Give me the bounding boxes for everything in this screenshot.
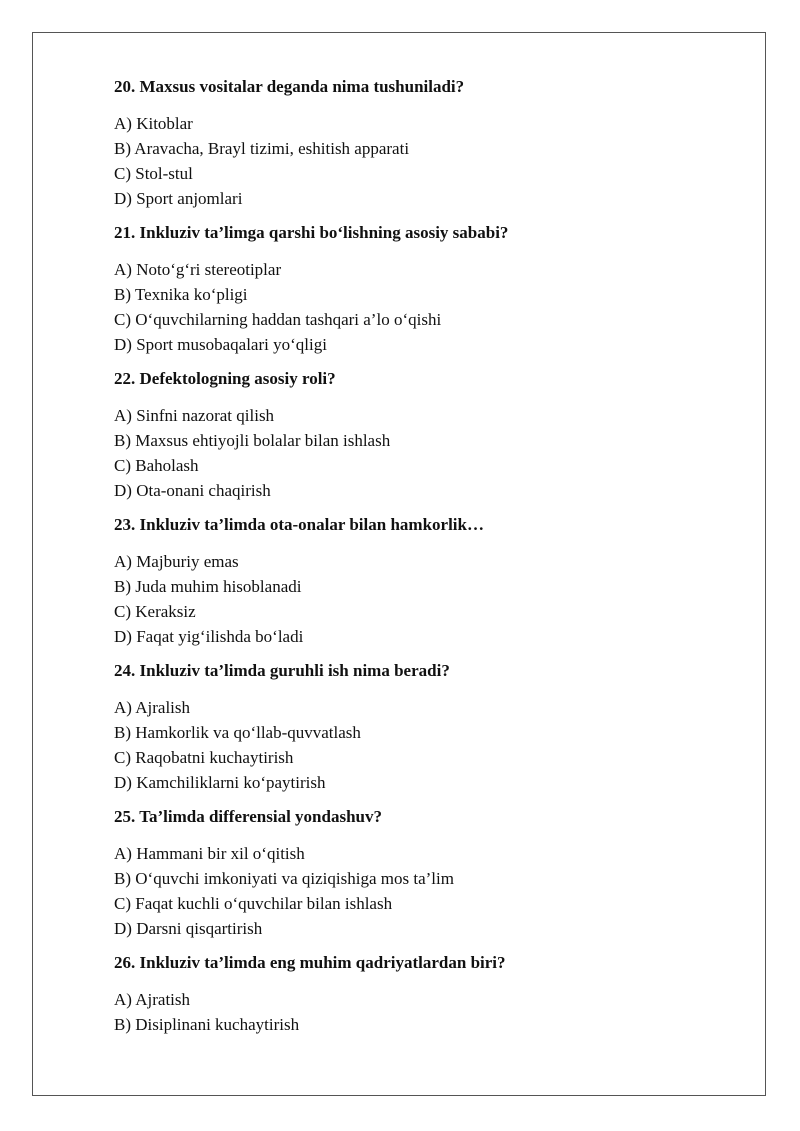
answer-option-d: D) Ota-onani chaqirish <box>114 481 271 500</box>
answer-option-a: A) Kitoblar <box>114 114 193 133</box>
answer-option-d: D) Darsni qisqartirish <box>114 919 263 938</box>
answer-option-d: D) Faqat yig‘ilishda bo‘ladi <box>114 627 304 646</box>
answer-option-d: D) Sport anjomlari <box>114 189 243 208</box>
answer-option-b: B) Texnika ko‘pligi <box>114 285 248 304</box>
question-20 <box>114 76 734 211</box>
question-26 <box>114 952 734 1037</box>
question-23 <box>114 514 734 649</box>
question-title: 23. Inkluziv ta’limda ota-onalar bilan hamkorlik… <box>114 515 484 534</box>
answer-option-b: B) O‘quvchi imkoniyati va qiziqishiga mos ta’lim <box>114 869 454 888</box>
question-25 <box>114 806 734 941</box>
answer-option-a: A) Ajratish <box>114 990 191 1009</box>
question-title: 24. Inkluziv ta’limda guruhli ish nima beradi? <box>114 661 450 680</box>
question-title: 21. Inkluziv ta’limga qarshi bo‘lishning asosiy sababi? <box>114 223 509 242</box>
answer-option-b: B) Hamkorlik va qo‘llab-quvvatlash <box>114 723 361 742</box>
answer-option-c: C) Faqat kuchli o‘quvchilar bilan ishlash <box>114 894 393 913</box>
answer-option-c: C) Baholash <box>114 456 199 475</box>
answer-option-a: A) Sinfni nazorat qilish <box>114 406 275 425</box>
answer-option-c: C) Stol-stul <box>114 164 193 183</box>
question-title: 22. Defektologning asosiy roli? <box>114 369 336 388</box>
question-24 <box>114 660 734 795</box>
question-21 <box>114 222 734 357</box>
question-title: 26. Inkluziv ta’limda eng muhim qadriyatlardan biri? <box>114 953 506 972</box>
question-title: 20. Maxsus vositalar deganda nima tushuniladi? <box>114 77 465 96</box>
question-22 <box>114 368 734 503</box>
quiz-content <box>114 76 734 1048</box>
answer-option-c: C) Raqobatni kuchaytirish <box>114 748 294 767</box>
answer-option-b: B) Disiplinani kuchaytirish <box>114 1015 300 1034</box>
answer-option-b: B) Juda muhim hisoblanadi <box>114 577 302 596</box>
answer-option-d: D) Sport musobaqalari yo‘qligi <box>114 335 327 354</box>
question-title: 25. Ta’limda differensial yondashuv? <box>114 807 382 826</box>
answer-option-a: A) Ajralish <box>114 698 191 717</box>
answer-option-b: B) Maxsus ehtiyojli bolalar bilan ishlash <box>114 431 391 450</box>
answer-option-c: C) O‘quvchilarning haddan tashqari a’lo o‘qishi <box>114 310 442 329</box>
answer-option-c: C) Keraksiz <box>114 602 196 621</box>
answer-option-d: D) Kamchiliklarni ko‘paytirish <box>114 773 326 792</box>
answer-option-a: A) Hammani bir xil o‘qitish <box>114 844 305 863</box>
answer-option-a: A) Noto‘g‘ri stereotiplar <box>114 260 282 279</box>
answer-option-a: A) Majburiy emas <box>114 552 239 571</box>
answer-option-b: B) Aravacha, Brayl tizimi, eshitish apparati <box>114 139 410 158</box>
